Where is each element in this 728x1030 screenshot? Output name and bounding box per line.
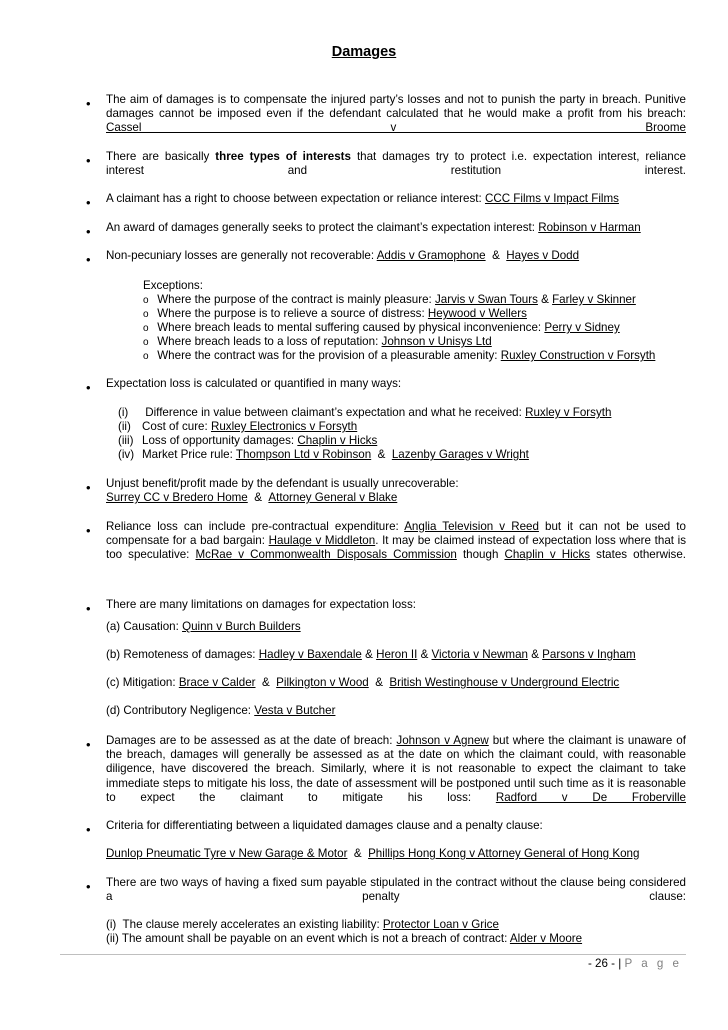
limitation-causation: (a) Causation: Quinn v Burch Builders <box>106 620 301 633</box>
paragraph-reliance-loss: Reliance loss can include pre-contractual expenditure: Anglia Television v Reed but it can not be used to compensate for a bad bargain: Haulage v Middleton. It may be claimed instead of expectation loss where that is too speculative: McRae v Commonwealth Disposals Commission though Chaplin v Hicks states otherwise. <box>106 520 686 562</box>
bullet: • <box>86 601 91 616</box>
paragraph-date-of-assessment: Damages are to be assessed as at the date of breach: Johnson v Agnew but where the claimant is unaware of the breach, damages will generally be assessed as at the date on which the claimant could, with reasonable diligence, have discovered the breach. Similarly, where it is not reasonable to expect the claimant to take immediate steps to mitigate his loss, the date of assessment will be postponed until such time as it is reasonable to expect the claimant to mitigate his loss: Radford v De Froberville <box>106 734 686 804</box>
bullet: • <box>86 523 91 538</box>
bullet: • <box>86 480 91 495</box>
bullet: • <box>86 96 91 111</box>
limitation-remoteness: (b) Remoteness of damages: Hadley v Baxendale & Heron II & Victoria v Newman & Parsons v Ingham <box>106 648 636 661</box>
bullet: • <box>86 380 91 395</box>
paragraph-aim-of-damages: The aim of damages is to compensate the injured party’s losses and not to punish the party in breach. Punitive damages cannot be imposed even if the defendant calculated that he would make a profit from his breach: Cassel v Broome <box>106 93 686 135</box>
footer-divider <box>60 954 686 955</box>
exception-item: o Where breach leads to a loss of reputation: Johnson v Unisys Ltd <box>143 335 492 348</box>
exception-item: o Where breach leads to mental suffering caused by physical inconvenience: Perry v Sidney <box>143 321 620 334</box>
bullet: • <box>86 195 91 210</box>
page-title: Damages <box>331 44 397 60</box>
paragraph-non-pecuniary: Non-pecuniary losses are generally not recoverable: Addis v Gramophone & Hayes v Dodd <box>106 249 580 262</box>
exception-item: o Where the contract was for the provision of a pleasurable amenity: Ruxley Construction v Forsyth <box>143 349 656 362</box>
paragraph-unjust-benefit: Unjust benefit/profit made by the defendant is usually unrecoverable: Surrey CC v Bredero Home & Attorney General v Blake <box>106 477 459 505</box>
paragraph-limitations: There are many limitations on damages for expectation loss: <box>106 598 416 611</box>
bullet: • <box>86 737 91 752</box>
penalty-cases: Dunlop Pneumatic Tyre v New Garage & Motor & Phillips Hong Kong v Attorney General of Hong Kong <box>106 847 640 860</box>
bullet: • <box>86 252 91 267</box>
limitation-mitigation: (c) Mitigation: Brace v Calder & Pilkington v Wood & British Westinghouse v Underground Electric <box>106 676 620 689</box>
expectation-item: (ii) Cost of cure: Ruxley Electronics v Forsyth <box>118 420 358 433</box>
fixed-sum-way: (ii) The amount shall be payable on an event which is not a breach of contract: Alder v Moore <box>106 932 583 945</box>
case-ccc-films: CCC Films v Impact Films <box>484 192 619 205</box>
fixed-sum-way: (i) The clause merely accelerates an existing liability: Protector Loan v Grice <box>106 918 499 931</box>
case-surrey-cc: Surrey CC v Bredero Home <box>106 491 248 505</box>
bullet: • <box>86 822 91 837</box>
expectation-item: (iii) Loss of opportunity damages: Chaplin v Hicks <box>118 434 378 447</box>
paragraph-fixed-sum: There are two ways of having a fixed sum payable stipulated in the contract without the clause being considered a penalty clause: <box>106 876 686 904</box>
limitation-contributory-negligence: (d) Contributory Negligence: Vesta v Butcher <box>106 704 336 717</box>
exception-item: o Where the purpose of the contract is mainly pleasure: Jarvis v Swan Tours & Farley v Skinner <box>143 293 636 306</box>
exceptions-heading: Exceptions: <box>143 279 203 292</box>
paragraph-liquidated-vs-penalty: Criteria for differentiating between a liquidated damages clause and a penalty clause: <box>106 819 543 832</box>
case-cassel-v-broome: Cassel v Broome <box>106 121 686 135</box>
page-number: - 26 - | <box>587 957 622 970</box>
expectation-item: (i) Difference in value between claimant’s expectation and what he received: Ruxley v Forsyth <box>118 406 612 419</box>
expectation-item: (iv) Market Price rule: Thompson Ltd v Robinson & Lazenby Garages v Wright <box>118 448 529 461</box>
page-footer <box>588 957 682 970</box>
case-addis-v-gramophone: Addis v Gramophone <box>376 249 486 262</box>
bullet: • <box>86 879 91 894</box>
case-robinson-v-harman: Robinson v Harman <box>538 221 641 234</box>
exception-item: o Where the purpose is to relieve a source of distress: Heywood v Wellers <box>143 307 527 320</box>
bullet: • <box>86 224 91 239</box>
case-attorney-general-v-blake: Attorney General v Blake <box>268 491 398 505</box>
case-hayes-v-dodd: Hayes v Dodd <box>506 249 580 262</box>
paragraph-expectation-interest: An award of damages generally seeks to protect the claimant’s expectation interest: Robinson v Harman <box>106 221 641 234</box>
paragraph-three-interests: There are basically three types of interests that damages try to protect i.e. expectation interest, reliance interest and restitution interest. <box>106 150 686 178</box>
paragraph-right-to-choose: A claimant has a right to choose between expectation or reliance interest: CCC Films v Impact Films <box>106 192 619 205</box>
page-label: P a g e <box>624 957 682 970</box>
bullet: • <box>86 153 91 168</box>
paragraph-expectation-loss: Expectation loss is calculated or quantified in many ways: <box>106 377 402 390</box>
